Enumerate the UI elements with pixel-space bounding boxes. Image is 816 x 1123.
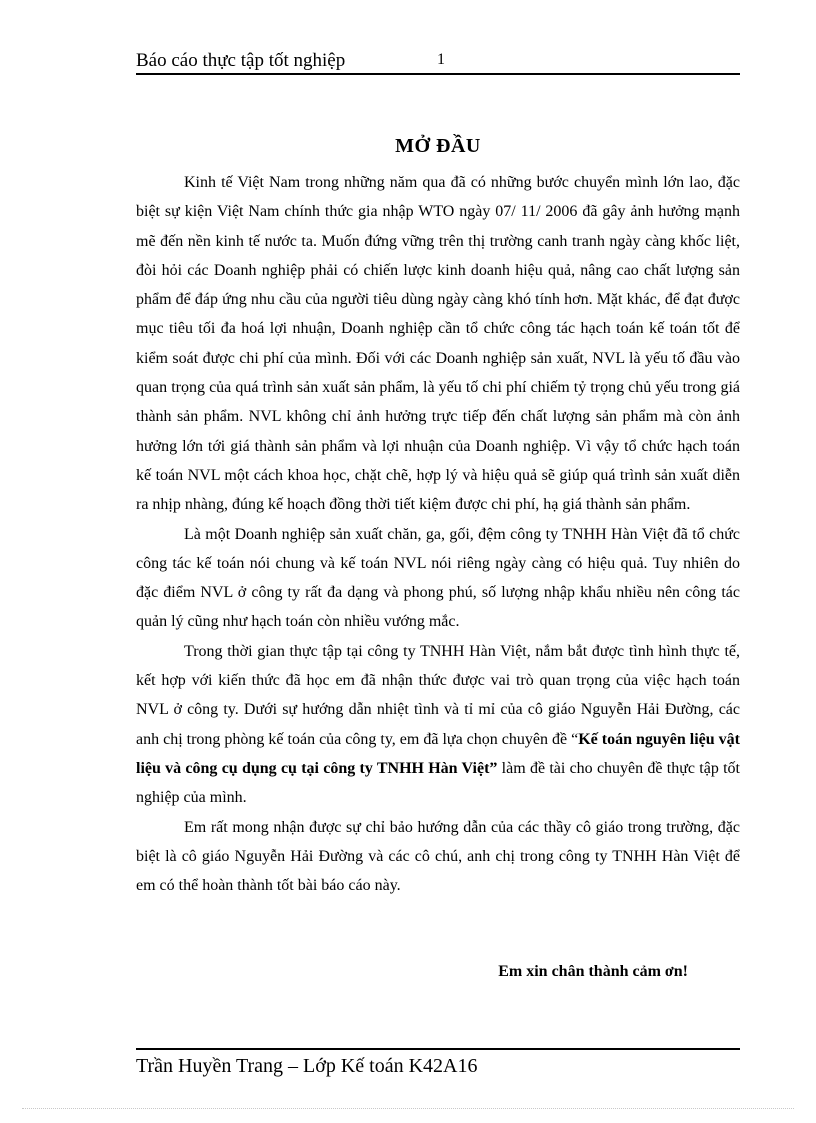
footer-divider (136, 1048, 740, 1050)
paragraph-1: Kinh tế Việt Nam trong những năm qua đã có những bước chuyển mình lớn lao, đặc biệt sự kiện Việt Nam chính thức gia nhập WTO ngày 07/ 11/ 2006 đã gây ảnh hưởng mạnh mẽ đến nền kinh tế nước ta. Muốn đứng vững trên thị trường canh tranh ngày càng khốc liệt, đòi hỏi các Doanh nghiệp phải có chiến lược kinh doanh hiệu quả, nâng cao chất lượng sản phẩm để đáp ứng nhu cầu của người tiêu dùng ngày càng khó tính hơn. Mặt khác, để đạt được mục tiêu tối đa hoá lợi nhuận, Doanh nghiệp cần tổ chức công tác hạch toán kế toán tốt để kiểm soát được chi phí của mình. Đối với các Doanh nghiệp sản xuất, NVL là yếu tố đầu vào quan trọng của quá trình sản xuất sản phẩm, là yếu tố chi phí chiếm tỷ trọng chủ yếu trong giá thành sản phẩm. NVL không chỉ ảnh hưởng trực tiếp đến chất lượng sản phẩm mà còn ảnh hưởng lớn tới giá thành sản phẩm và lợi nhuận của Doanh nghiệp. Vì vậy tổ chức hạch toán kế toán NVL một cách khoa học, chặt chẽ, hợp lý và hiệu quả sẽ giúp quá trình sản xuất diễn ra nhịp nhàng, đúng kế hoạch đồng thời tiết kiệm được chi phí, hạ giá thành sản phẩm. (136, 174, 740, 514)
header-title: Báo cáo thực tập tốt nghiệp (136, 50, 346, 71)
signoff: Em xin chân thành cảm ơn! (498, 963, 688, 980)
paragraph-2: Là một Doanh nghiệp sản xuất chăn, ga, gối, đệm công ty TNHH Hàn Việt đã tổ chức công tác kế toán nói chung và kế toán NVL nói riêng ngày càng có hiệu quả. Tuy nhiên do đặc điểm NVL ở công ty rất đa dạng và phong phú, số lượng nhập khẩu nhiều nên công tác quản lý cũng như hạch toán còn nhiều vướng mắc. (136, 525, 740, 631)
paragraph-3-text-before: Trong thời gian thực tập tại công ty TNHH Hàn Việt, nắm bắt được tình hình thực tế, kết hợp với kiến thức đã học em đã nhận thức được vai trò quan trọng của việc hạch toán NVL ở công ty. Dưới sự hướng dẫn nhiệt tình và tỉ mỉ của cô giáo Nguyễn Hải Đường, các anh chị trong phòng kế toán của công ty, em đã lựa chọn chuyên đề “ (136, 642, 740, 748)
paragraph-3-text-after: làm đề tài cho chuyên đề thực tập tốt nghiệp của mình. (136, 759, 741, 807)
header-divider (136, 73, 740, 75)
document-title: MỞ ĐẦU (395, 135, 481, 157)
page-boundary-guide (22, 1108, 794, 1109)
report-topic: Kế toán nguyên liệu vật liệu và công cụ dụng cụ tại công ty TNHH Hàn Việt” (136, 730, 741, 777)
paragraph-4: Em rất mong nhận được sự chỉ bảo hướng dẫn của các thầy cô giáo trong trường, đặc biệt là cô giáo Nguyễn Hải Đường và các cô chú, anh chị trong công ty TNHH Hàn Việt để em có thể hoàn thành tốt bài báo cáo này. (136, 818, 740, 895)
footer-author: Trần Huyền Trang – Lớp Kế toán K42A16 (136, 1055, 478, 1077)
paragraph-3 (136, 637, 740, 813)
page-number: 1 (437, 51, 445, 68)
document-body (136, 168, 740, 900)
